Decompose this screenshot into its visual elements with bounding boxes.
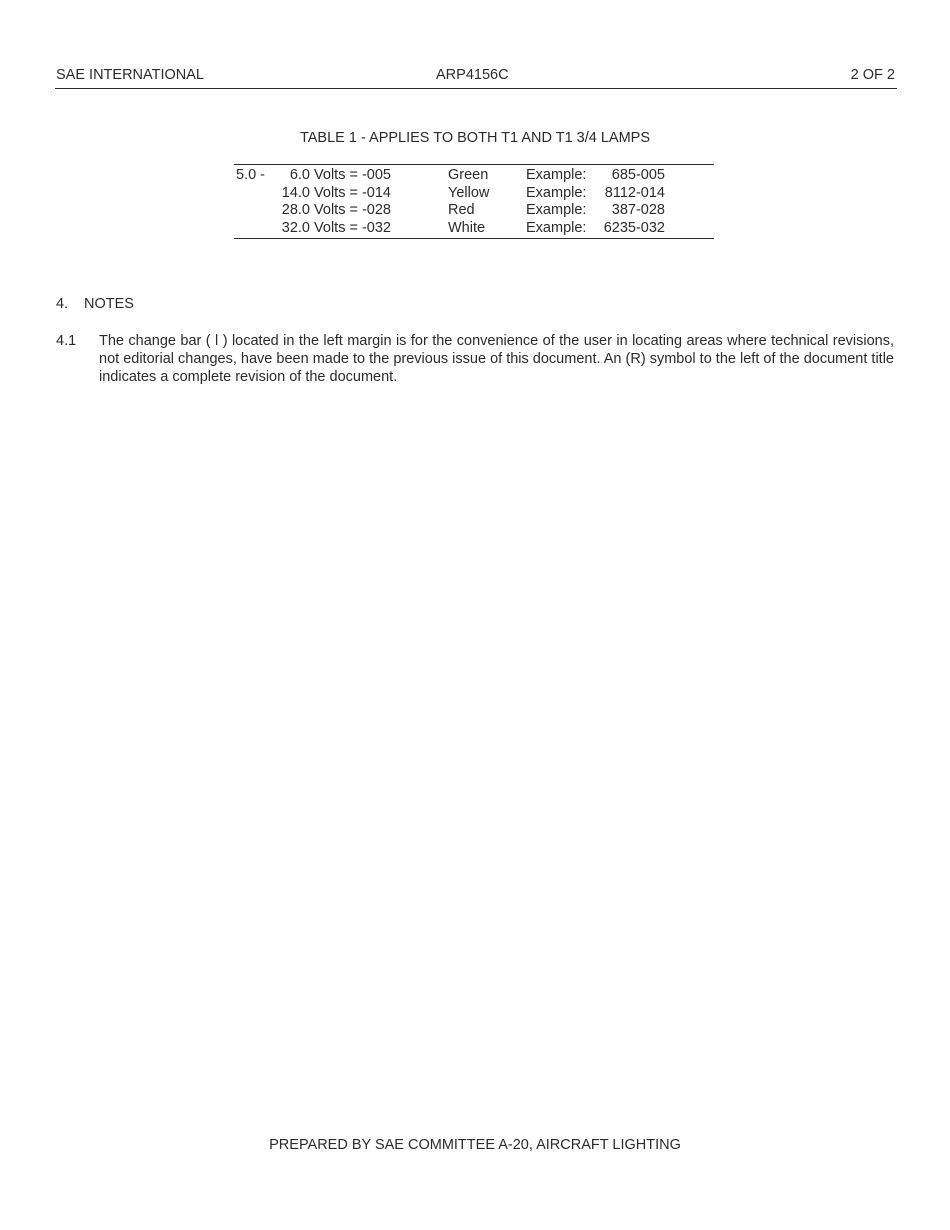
table-row bbox=[234, 185, 714, 203]
example-value: 685-005 bbox=[611, 167, 665, 183]
table-row bbox=[234, 202, 714, 220]
header-document-number: ARP4156C bbox=[436, 67, 509, 83]
note-paragraph bbox=[56, 332, 894, 386]
example-label: Example: bbox=[526, 202, 587, 219]
example-value: 6235-032 bbox=[603, 219, 665, 236]
color-cell: Yellow bbox=[448, 184, 490, 201]
voltage-range-prefix: 5.0 - bbox=[236, 167, 266, 183]
voltage-cell: 28.0 Volts = -028 bbox=[281, 202, 391, 219]
section-title: NOTES bbox=[84, 296, 134, 312]
table-row bbox=[234, 167, 714, 185]
lamp-voltage-table bbox=[234, 164, 714, 239]
header-page-number: 2 OF 2 bbox=[850, 67, 895, 83]
table-title: TABLE 1 - APPLIES TO BOTH T1 AND T1 3/4 LAMPS bbox=[299, 130, 651, 146]
page-header bbox=[55, 66, 897, 89]
color-cell: Red bbox=[448, 202, 475, 219]
paragraph-text: The change bar ( l ) located in the left margin is for the convenience of the user in locating areas where technical revisions, not editorial changes, have been made to the previous issue of this document. An (R) symbol to the left of the document title indicates a complete revision of the document. bbox=[99, 333, 894, 385]
voltage-cell: 6.0 Volts = -005 bbox=[289, 167, 391, 183]
table-row bbox=[234, 220, 714, 238]
page-footer: PREPARED BY SAE COMMITTEE A-20, AIRCRAFT LIGHTING bbox=[269, 1137, 681, 1153]
color-cell: Green bbox=[448, 167, 489, 183]
color-cell: White bbox=[448, 219, 486, 236]
paragraph-number: 4.1 bbox=[56, 333, 77, 349]
example-label: Example: bbox=[526, 184, 587, 201]
header-organization: SAE INTERNATIONAL bbox=[56, 67, 204, 83]
voltage-cell: 32.0 Volts = -032 bbox=[281, 219, 391, 236]
example-label: Example: bbox=[526, 167, 587, 183]
section-number: 4. bbox=[56, 296, 69, 312]
section-heading-notes bbox=[56, 295, 134, 313]
voltage-cell: 14.0 Volts = -014 bbox=[281, 184, 391, 201]
example-value: 8112-014 bbox=[604, 184, 665, 201]
example-value: 387-028 bbox=[611, 202, 665, 219]
example-label: Example: bbox=[526, 219, 587, 236]
